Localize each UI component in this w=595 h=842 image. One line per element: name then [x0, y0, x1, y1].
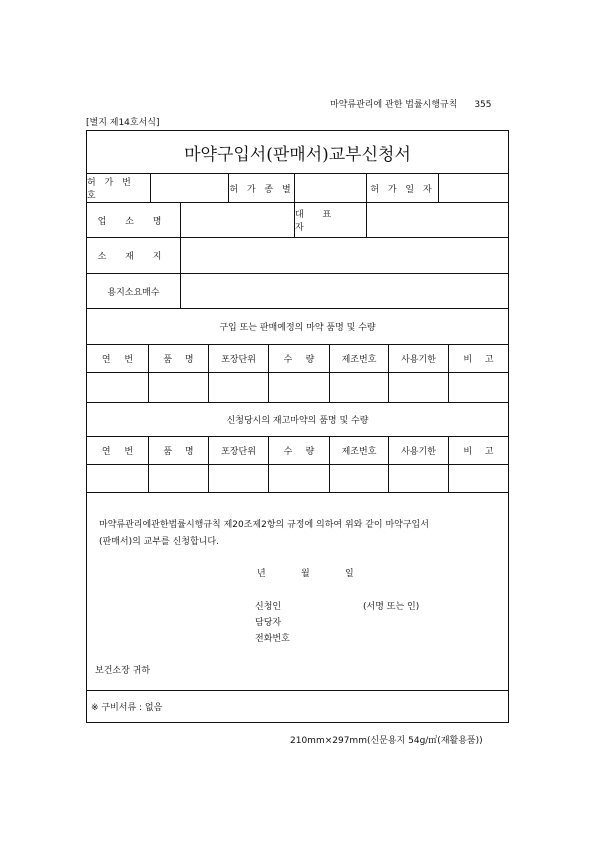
col-serial: 연 번 — [87, 345, 149, 372]
business-name-label: 업 소 명 — [87, 203, 181, 237]
statement-line-2: (판매서)의 교부를 신청합니다. — [99, 537, 219, 547]
s1-pack-field[interactable] — [209, 373, 269, 402]
address-label: 소 재 지 — [87, 238, 181, 273]
representative-label: 대 표 자 — [295, 203, 367, 237]
col-qty: 수 량 — [269, 345, 330, 372]
addressee: 보건소장 귀하 — [95, 666, 151, 676]
statement-block — [87, 493, 508, 691]
application-form — [86, 130, 509, 723]
running-head — [330, 97, 492, 110]
permit-no-field[interactable] — [151, 174, 229, 202]
col-expiry-2: 사용기한 — [389, 437, 449, 464]
address-field[interactable] — [181, 238, 508, 273]
section1-columns — [87, 345, 508, 373]
permit-date-label: 허 가 일 자 — [367, 174, 439, 202]
date-year: 년 — [257, 569, 266, 579]
s2-note-field[interactable] — [449, 465, 508, 492]
col-lot: 제조번호 — [330, 345, 389, 372]
section2-data-row — [87, 465, 508, 493]
section2-header — [87, 403, 508, 437]
paper-count-field[interactable] — [181, 274, 508, 308]
paper-spec: 210mm×297mm(신문용지 54g/㎡(재활용품)) — [290, 736, 483, 746]
section1-data-row — [87, 373, 508, 403]
col-serial-2: 연 번 — [87, 437, 149, 464]
date-month: 월 — [301, 569, 310, 579]
s2-pack-field[interactable] — [209, 465, 269, 492]
s1-serial-field[interactable] — [87, 373, 149, 402]
s1-qty-field[interactable] — [269, 373, 330, 402]
col-note: 비 고 — [463, 355, 494, 365]
s1-lot-field[interactable] — [330, 373, 389, 402]
representative-field[interactable] — [367, 203, 508, 237]
s1-item-field[interactable] — [149, 373, 209, 402]
phone-label: 전화번호 — [255, 634, 290, 644]
manager-label: 담당자 — [255, 618, 282, 628]
applicant-label: 신청인 — [255, 602, 282, 612]
col-lot-2: 제조번호 — [330, 437, 389, 464]
page-number: 355 — [474, 100, 492, 110]
business-row — [87, 203, 508, 238]
col-item: 품 명 — [149, 345, 209, 372]
form-title: 마약구입서(판매서)교부신청서 — [87, 131, 508, 174]
paper-count-row — [87, 274, 508, 309]
col-pack: 포장단위 — [209, 345, 269, 372]
s1-expiry-field[interactable] — [389, 373, 449, 402]
col-qty-2: 수 량 — [269, 437, 330, 464]
date-day: 일 — [345, 569, 354, 579]
required-docs: ※ 구비서류 : 없음 — [91, 702, 163, 713]
permit-type-label: 허 가 종 별 — [229, 174, 295, 202]
s2-serial-field[interactable] — [87, 465, 149, 492]
address-row — [87, 238, 508, 274]
section2-title: 신청당시의 재고마약의 품명 및 수량 — [226, 416, 369, 426]
col-note-2: 비 고 — [463, 447, 494, 457]
section1-title: 구입 또는 판매예정의 마약 품명 및 수량 — [219, 323, 376, 333]
s2-qty-field[interactable] — [269, 465, 330, 492]
business-name-field[interactable] — [181, 203, 295, 237]
s2-lot-field[interactable] — [330, 465, 389, 492]
col-item-2: 품 명 — [149, 437, 209, 464]
col-pack-2: 포장단위 — [209, 437, 269, 464]
permit-date-field[interactable] — [439, 174, 508, 202]
sign-hint: (서명 또는 인) — [363, 602, 420, 612]
permit-type-field[interactable] — [295, 174, 367, 202]
section2-columns — [87, 437, 508, 465]
permit-no-label: 허 가 번 호 — [87, 174, 151, 202]
s2-expiry-field[interactable] — [389, 465, 449, 492]
running-title: 마약류관리에 관한 법률시행규칙 — [330, 100, 458, 110]
col-expiry: 사용기한 — [389, 345, 449, 372]
statement-line-1: 마약류관리에관한법률시행규칙 제20조제2항의 규정에 의하여 위와 같이 마약구입서 — [99, 520, 429, 530]
s1-note-field[interactable] — [449, 373, 508, 402]
s2-item-field[interactable] — [149, 465, 209, 492]
permit-row — [87, 174, 508, 203]
section1-header — [87, 309, 508, 345]
paper-count-label: 용지소요매수 — [87, 274, 181, 308]
form-number: [별지 제14호서식] — [86, 118, 160, 128]
